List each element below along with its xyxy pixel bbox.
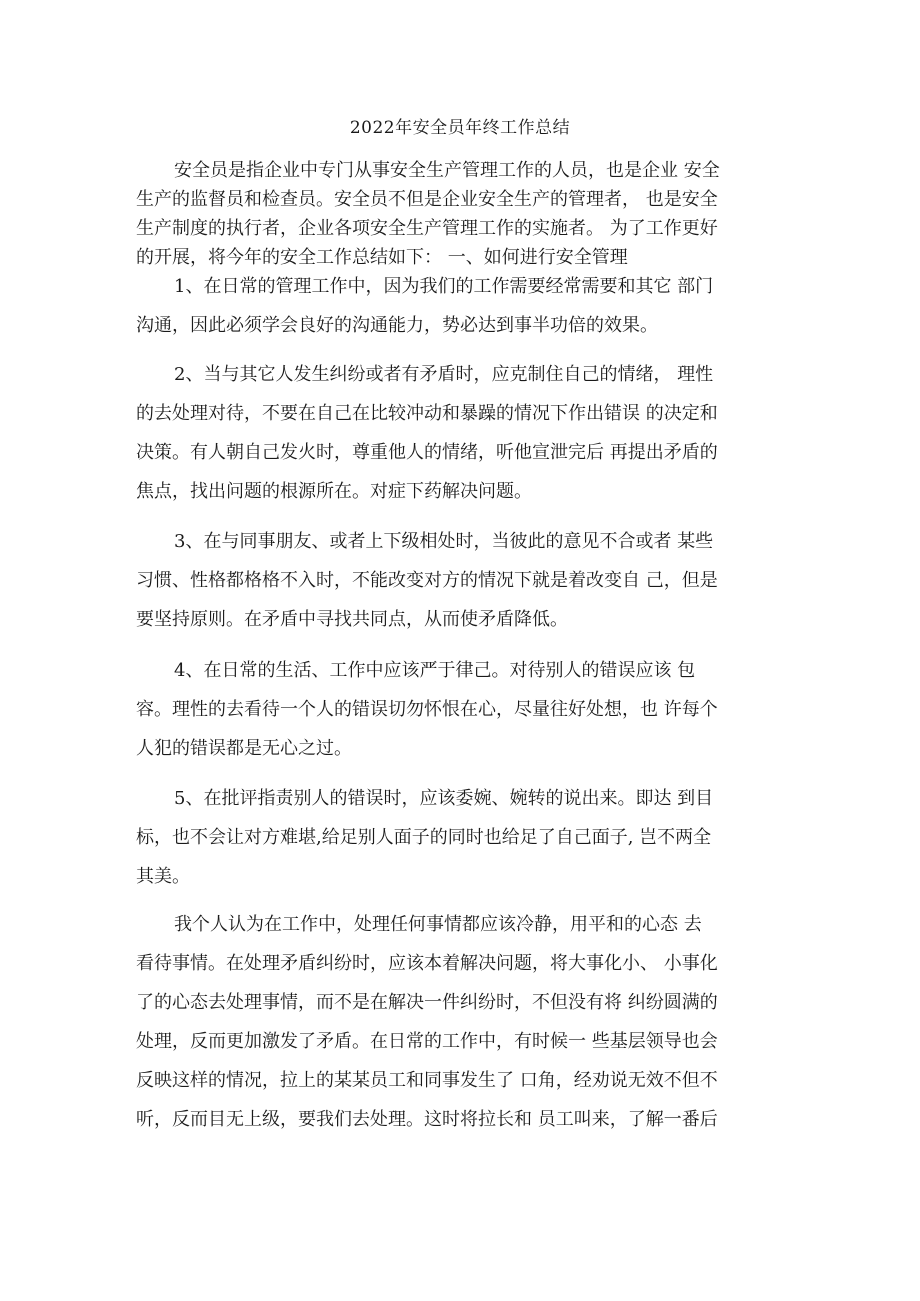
- paragraph-line: 要坚持原则。在矛盾中寻找共同点，从而使矛盾降低。: [136, 609, 568, 630]
- paragraph-line: 处理，反而更加激发了矛盾。在日常的工作中，有时候一 些基层领导也会: [136, 1031, 718, 1052]
- paragraph-line: 1、在日常的管理工作中，因为我们的工作需要经常需要和其它 部门: [174, 276, 714, 297]
- paragraph-line: 决策。有人朝自己发火时，尊重他人的情绪，听他宣泄完后 再提出矛盾的: [136, 442, 718, 463]
- paragraph-line: 听，反而目无上级，要我们去处理。这时将拉长和 员工叫来，了解一番后: [136, 1109, 718, 1130]
- point-5-paragraph: [136, 779, 788, 896]
- paragraph-line: 反映这样的情况，拉上的某某员工和同事发生了 口角，经劝说无效不但不: [136, 1070, 718, 1091]
- document-title: 2022年安全员年终工作总结: [349, 118, 571, 138]
- paragraph-line: 生产制度的执行者，企业各项安全生产管理工作的实施者。 为了工作更好: [136, 218, 718, 239]
- paragraph-line: 看待事情。在处理矛盾纠纷时，应该本着解决问题，将大事化小、 小事化: [136, 953, 718, 974]
- paragraph-line: 习惯、性格都格格不入时，不能改变对方的情况下就是着改变自 己，但是: [136, 570, 718, 591]
- paragraph-line: 其美。: [136, 866, 190, 887]
- point-4-paragraph: [136, 651, 788, 768]
- paragraph-line: 2、当与其它人发生纠纷或者有矛盾时，应克制住自己的情绪， 理性: [174, 364, 714, 385]
- paragraph-line: 了的心态去处理事情，而不是在解决一件纠纷时，不但没有将 纠纷圆满的: [136, 992, 718, 1013]
- paragraph-line: 沟通，因此必须学会良好的沟通能力，势必达到事半功倍的效果。: [136, 315, 658, 336]
- paragraph-line: 生产的监督员和检查员。安全员不但是企业安全生产的管理者， 也是安全: [136, 189, 718, 210]
- paragraph-line: 3、在与同事朋友、或者上下级相处时，当彼此的意见不合或者 某些: [174, 531, 714, 552]
- paragraph-line: 的开展，将今年的安全工作总结如下： 一、如何进行安全管理: [136, 247, 628, 268]
- paragraph-line: 人犯的错误都是无心之过。: [136, 738, 352, 759]
- paragraph-line: 容。理性的去看待一个人的错误切勿怀恨在心，尽量往好处想，也 许每个: [136, 699, 718, 720]
- paragraph-line: 4、在日常的生活、工作中应该严于律己。对待别人的错误应该 包: [174, 660, 696, 681]
- paragraph-line: 安全员是指企业中专门从事安全生产管理工作的人员，也是企业 安全: [174, 160, 720, 181]
- intro-paragraph: [136, 156, 788, 272]
- paragraph-line: 的去处理对待，不要在自己在比较冲动和暴躁的情况下作出错误 的决定和: [136, 403, 718, 424]
- paragraph-line: 5、在批评指责别人的错误时，应该委婉、婉转的说出来。即达 到目: [174, 788, 714, 809]
- paragraph-line: 我个人认为在工作中，处理任何事情都应该冷静，用平和的心态 去: [174, 914, 702, 935]
- conclusion-paragraph: [136, 905, 788, 1139]
- point-3-paragraph: [136, 522, 788, 639]
- paragraph-line: 焦点，找出问题的根源所在。对症下药解决问题。: [136, 481, 532, 502]
- paragraph-line: 标，也不会让对方难堪,给足别人面子的同时也给足了自己面子, 岂不两全: [136, 827, 712, 848]
- point-1-paragraph: [136, 267, 788, 345]
- point-2-paragraph: [136, 355, 788, 511]
